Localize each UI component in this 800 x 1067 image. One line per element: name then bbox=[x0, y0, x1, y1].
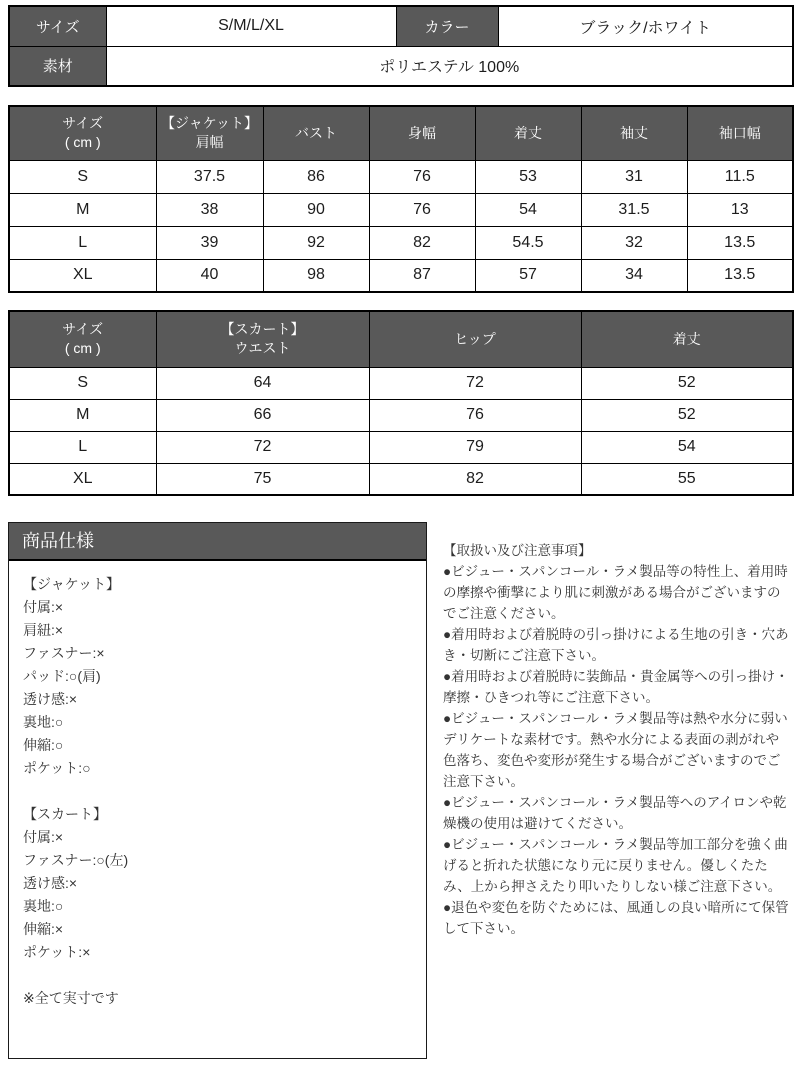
skirt-size-header bbox=[9, 311, 156, 367]
table-cell: 72 bbox=[369, 367, 581, 399]
table-cell: 76 bbox=[369, 160, 475, 193]
table-cell: 90 bbox=[263, 193, 369, 226]
spec-line: 付属:× bbox=[23, 599, 64, 615]
skirt-hip-header: ヒップ bbox=[369, 311, 581, 367]
size-label: サイズ bbox=[9, 6, 106, 46]
table-cell: 13.5 bbox=[687, 259, 793, 292]
jacket-part-label: 【ジャケット】 bbox=[160, 115, 259, 132]
table-cell: 54 bbox=[475, 193, 581, 226]
skirt-row-s bbox=[9, 367, 793, 399]
skirt-waist-header bbox=[156, 311, 369, 367]
spec-note-actual-size: ※全て実寸です bbox=[23, 990, 119, 1006]
info-row-size-color bbox=[9, 6, 793, 46]
spec-line: 裏地:○ bbox=[23, 714, 64, 730]
table-cell: 57 bbox=[475, 259, 581, 292]
spec-line: パッド:○(肩) bbox=[23, 668, 101, 684]
jacket-length-header: 着丈 bbox=[475, 106, 581, 160]
table-cell: 79 bbox=[369, 431, 581, 463]
material-label: 素材 bbox=[9, 46, 106, 86]
table-cell: 72 bbox=[156, 431, 369, 463]
spec-line: 付属:× bbox=[23, 829, 64, 845]
table-cell: 39 bbox=[156, 226, 263, 259]
table-cell: 76 bbox=[369, 193, 475, 226]
table-cell: 31.5 bbox=[581, 193, 687, 226]
spec-line: 伸縮:○ bbox=[23, 737, 64, 753]
jacket-row-l bbox=[9, 226, 793, 259]
skirt-part-label: 【スカート】 bbox=[220, 321, 305, 338]
jacket-m-size: M bbox=[9, 193, 156, 226]
table-cell: 11.5 bbox=[687, 160, 793, 193]
color-label: カラー bbox=[396, 6, 498, 46]
table-cell: 31 bbox=[581, 160, 687, 193]
skirt-row-l bbox=[9, 431, 793, 463]
table-cell: 53 bbox=[475, 160, 581, 193]
table-cell: 55 bbox=[581, 463, 793, 495]
spec-line: 肩紐:× bbox=[23, 622, 64, 638]
table-cell: 86 bbox=[263, 160, 369, 193]
jacket-size-header-line1: サイズ bbox=[62, 115, 104, 132]
handling-note: ●ビジュー・スパンコール・ラメ製品等へのアイロンや乾燥機の使用は避けてください。 bbox=[443, 795, 787, 831]
table-cell: 32 bbox=[581, 226, 687, 259]
jacket-row-m bbox=[9, 193, 793, 226]
spec-line: ファスナー:○(左) bbox=[23, 852, 129, 868]
color-value: ブラック/ホワイト bbox=[498, 6, 793, 46]
table-cell: 98 bbox=[263, 259, 369, 292]
jacket-row-xl bbox=[9, 259, 793, 292]
table-cell: 92 bbox=[263, 226, 369, 259]
table-cell: 13.5 bbox=[687, 226, 793, 259]
handling-notes-title: 【取扱い及び注意事項】 bbox=[443, 543, 592, 558]
table-cell: 54.5 bbox=[475, 226, 581, 259]
info-row-material bbox=[9, 46, 793, 86]
spec-line-blank bbox=[23, 964, 412, 987]
skirt-s-size: S bbox=[9, 367, 156, 399]
jacket-xl-size: XL bbox=[9, 259, 156, 292]
spec-line: 伸縮:× bbox=[23, 921, 64, 937]
handling-note: ●ビジュー・スパンコール・ラメ製品等は熱や水分に弱いデリケートな素材です。熱や水分による表面の剥がれや色落ち、変色や変形が発生する場合がございますのでご注意下さい。 bbox=[443, 711, 788, 789]
jacket-l-size: L bbox=[9, 226, 156, 259]
jacket-bust-header: バスト bbox=[263, 106, 369, 160]
jacket-shoulder-label: 肩幅 bbox=[195, 134, 224, 151]
table-cell: 13 bbox=[687, 193, 793, 226]
handling-note: ●ビジュー・スパンコール・ラメ製品等加工部分を強く曲げると折れた状態になり元に戻りません。優しくたたみ、上から押さえたり叩いたりしない様ご注意下さい。 bbox=[443, 837, 788, 894]
skirt-row-xl bbox=[9, 463, 793, 495]
spec-line: ポケット:○ bbox=[23, 760, 91, 776]
jacket-sleevelength-header: 袖丈 bbox=[581, 106, 687, 160]
spec-line: ポケット:× bbox=[23, 944, 91, 960]
spec-line: ファスナー:× bbox=[23, 645, 105, 661]
skirt-xl-size: XL bbox=[9, 463, 156, 495]
skirt-l-size: L bbox=[9, 431, 156, 463]
skirt-row-m bbox=[9, 399, 793, 431]
table-cell: 37.5 bbox=[156, 160, 263, 193]
jacket-size-header bbox=[9, 106, 156, 160]
jacket-size-header-line2: ( cm ) bbox=[64, 134, 101, 151]
table-cell: 38 bbox=[156, 193, 263, 226]
table-cell: 82 bbox=[369, 463, 581, 495]
spec-line: 【ジャケット】 bbox=[23, 576, 121, 592]
spec-box-body bbox=[9, 561, 426, 1022]
handling-note: ●退色や変色を防ぐためには、風通しの良い暗所にて保管して下さい。 bbox=[443, 900, 789, 936]
table-cell: 64 bbox=[156, 367, 369, 399]
table-cell: 34 bbox=[581, 259, 687, 292]
table-cell: 52 bbox=[581, 399, 793, 431]
table-cell: 76 bbox=[369, 399, 581, 431]
table-cell: 87 bbox=[369, 259, 475, 292]
table-cell: 75 bbox=[156, 463, 369, 495]
handling-note: ●ビジュー・スパンコール・ラメ製品等の特性上、着用時の摩擦や衝撃により肌に刺激がある場合がございますのでご注意ください。 bbox=[443, 564, 788, 621]
jacket-size-table bbox=[8, 105, 794, 293]
jacket-bodywidth-header: 身幅 bbox=[369, 106, 475, 160]
skirt-waist-label: ウエスト bbox=[234, 340, 291, 357]
spec-line-blank bbox=[23, 780, 412, 803]
skirt-m-size: M bbox=[9, 399, 156, 431]
jacket-header-row bbox=[9, 106, 793, 160]
skirt-length-header: 着丈 bbox=[581, 311, 793, 367]
jacket-cuffwidth-header: 袖口幅 bbox=[687, 106, 793, 160]
handling-note: ●着用時および着脱時の引っ掛けによる生地の引き・穴あき・切断にご注意下さい。 bbox=[443, 627, 789, 663]
spec-line: 【スカート】 bbox=[23, 806, 107, 822]
skirt-size-header-line2: ( cm ) bbox=[64, 340, 101, 357]
table-cell: 40 bbox=[156, 259, 263, 292]
table-cell: 82 bbox=[369, 226, 475, 259]
table-cell: 52 bbox=[581, 367, 793, 399]
spec-line: 裏地:○ bbox=[23, 898, 64, 914]
product-info-table bbox=[8, 5, 794, 87]
skirt-header-row bbox=[9, 311, 793, 367]
skirt-size-table bbox=[8, 310, 794, 496]
product-spec-box bbox=[8, 522, 427, 1059]
material-value: ポリエステル 100% bbox=[106, 46, 793, 86]
skirt-size-header-line1: サイズ bbox=[62, 321, 104, 338]
jacket-row-s bbox=[9, 160, 793, 193]
spec-line: 透け感:× bbox=[23, 691, 78, 707]
jacket-s-size: S bbox=[9, 160, 156, 193]
spec-line: 透け感:× bbox=[23, 875, 78, 891]
size-value: S/M/L/XL bbox=[106, 6, 396, 46]
jacket-shoulder-header bbox=[156, 106, 263, 160]
handling-notes bbox=[443, 540, 791, 939]
spec-box-title: 商品仕様 bbox=[9, 523, 426, 561]
table-cell: 66 bbox=[156, 399, 369, 431]
table-cell: 54 bbox=[581, 431, 793, 463]
handling-note: ●着用時および着脱時に装飾品・貴金属等への引っ掛け・摩擦・ひきつれ等にご注意下さい。 bbox=[443, 669, 789, 705]
